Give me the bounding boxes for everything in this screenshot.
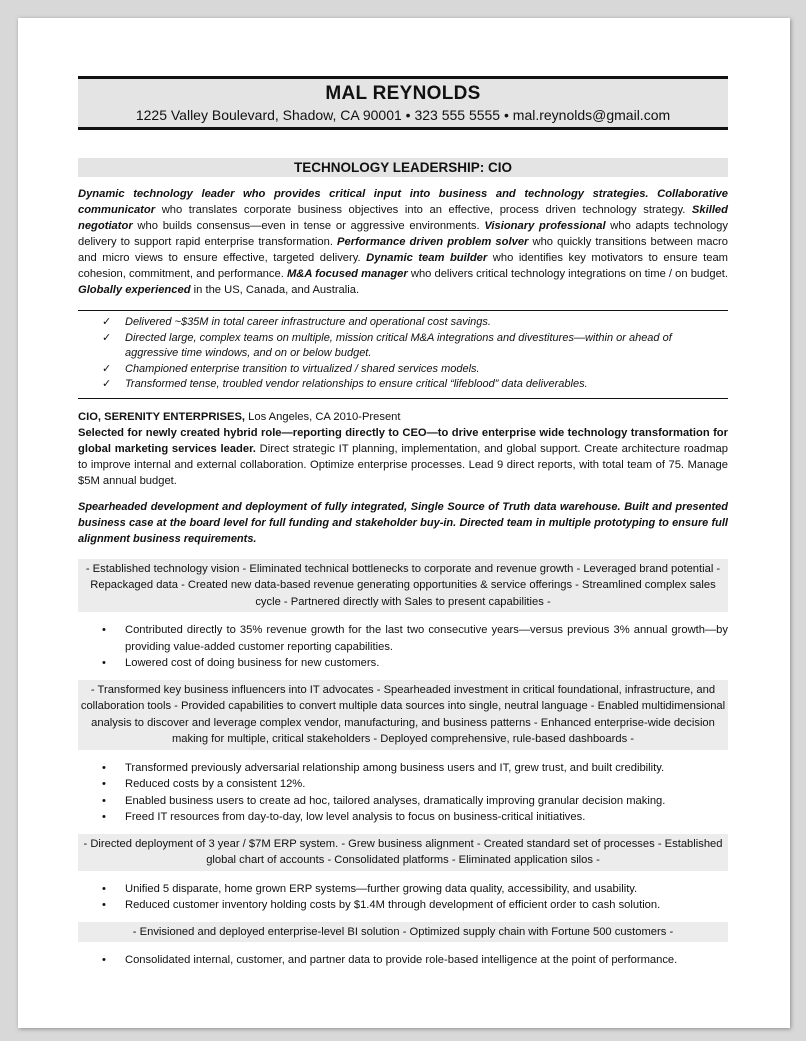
job-title: CIO, SERENITY ENTERPRISES, (78, 410, 246, 423)
summary-text: who quickly transitions between macro and micro views to ensure effective, targeted delivery. (78, 236, 728, 264)
bullet-item (78, 809, 728, 826)
bullet-text: Reduced costs by a consistent 12%. (125, 778, 306, 791)
bullet-text: Contributed directly to 35% revenue growth for the last two consecutive years—versus previous 3% annual growth—by providing value-added customer reporting capabilities. (125, 624, 728, 653)
achievement-item (78, 315, 728, 331)
bullet-icon (102, 655, 106, 672)
bullet-item (78, 881, 728, 898)
bullet-text: Transformed previously adversarial relationship among business users and IT, grew trust, and built credibility. (125, 761, 665, 774)
job-highlight: Spearheaded development and deployment of fully integrated, Single Source of Truth data warehouse. Built and presented business case at the board level for full funding and stakeholder buy-in. Directed team in multiple prototyping to ensure full alignment business requirements. (78, 500, 728, 545)
bullet-icon (102, 952, 106, 969)
bullet-icon (102, 776, 106, 793)
section-title: TECHNOLOGY LEADERSHIP: CIO (78, 158, 728, 177)
group-summary: - Envisioned and deployed enterprise-level BI solution - Optimized supply chain with Fortune 500 customers - (78, 922, 728, 943)
summary-strong: Globally experienced (78, 284, 191, 296)
bullet-list (78, 622, 728, 672)
bullet-text: Enabled business users to create ad hoc, tailored analyses, dramatically improving granular decision making. (125, 794, 666, 807)
checkmark-icon: ✓ (102, 316, 112, 328)
resume-page (18, 18, 790, 1028)
job-lead: Selected for newly created hybrid role—reporting directly to CEO—to drive enterprise wide technology transformation for global marketing services leader. (78, 426, 728, 455)
bullet-text: Freed IT resources from day-to-day, low level analysis to focus on business-critical initiatives. (125, 811, 586, 824)
checkmark-icon: ✓ (102, 378, 112, 391)
achievements-list (78, 310, 728, 399)
summary-strong: Visionary professional (484, 220, 606, 232)
summary-text: who adapts technology delivery to support rapid enterprise transformation. (78, 220, 728, 248)
bullet-list (78, 881, 728, 914)
bullet-icon (102, 622, 106, 639)
contact-line: 1225 Valley Boulevard, Shadow, CA 90001 • 323 555 5555 • mal.reynolds@gmail.com (135, 107, 671, 123)
bullet-icon (102, 809, 106, 826)
bullet-item (78, 760, 728, 777)
bullet-list (78, 760, 728, 826)
summary-strong: Collaborative communicator (78, 188, 728, 216)
job-description (78, 425, 728, 489)
bullet-icon (102, 881, 106, 898)
summary-strong: Performance driven problem solver (337, 236, 529, 248)
bullet-text: Lowered cost of doing business for new customers. (125, 657, 380, 670)
bullet-list (78, 952, 728, 969)
job-desc-text: Direct strategic IT planning, implementation, and global support. Create architecture roadmap to improve internal and external collaboration. Optimize enterprise processes. Lead 9 direct reports, with total team of 75. Manage $5M annual budget. (78, 442, 728, 487)
header-bottom-rule (78, 127, 728, 130)
bullet-text: Unified 5 disparate, home grown ERP systems—further growing data quality, accessibility, and usability. (125, 882, 638, 895)
bullet-text: Reduced customer inventory holding costs by $1.4M through development of efficient order to cash solution. (125, 899, 661, 912)
achievement-text: Championed enterprise transition to virtualized / shared services models. (125, 362, 480, 375)
summary-text: who delivers critical technology integrations on time / on budget. (407, 268, 729, 280)
group-summary: - Established technology vision - Eliminated technical bottlenecks to corporate and revenue growth - Leveraged brand potential - Repackaged data - Created new data-based revenue generating opportunities & service offerings - Streamlined complex sales cycle - Partnered directly with Sales to present capabilities - (78, 559, 728, 613)
job-heading (78, 409, 728, 425)
bullet-item (78, 793, 728, 810)
summary-text: in the US, Canada, and Australia. (190, 284, 360, 296)
bullet-item (78, 952, 728, 969)
summary-text: who translates corporate business objectives into an effective, process driven technology strategy. (155, 204, 692, 216)
bullet-text: Consolidated internal, customer, and partner data to provide role-based intelligence at the point of performance. (125, 954, 678, 967)
resume-content (78, 76, 728, 977)
bullet-item (78, 622, 728, 655)
group-summary: - Transformed key business influencers into IT advocates - Spearheaded investment in critical foundational, infrastructure, and collaboration tools - Provided capabilities to convert multiple data sources into single, neutral language - Enabled multidimensional analysis to discover and leverage complex vendor, manufacturing, and business patterns - Enhanced enterprise-wide decision making for multiple, critical stakeholders - Deployed comprehensive, rule-based dashboards - (78, 680, 728, 750)
checkmark-icon: ✓ (102, 362, 112, 375)
achievement-text: Delivered ~$35M in total career infrastructure and operational cost savings. (125, 316, 491, 328)
summary-text: who identifies key motivators to ensure team cohesion, commitment, and performance. (78, 252, 728, 280)
candidate-name: MAL REYNOLDS (325, 83, 481, 104)
summary-strong: Dynamic technology leader who provides critical input into business and technology strategies. (78, 188, 649, 200)
bullet-item (78, 655, 728, 672)
achievement-text: Transformed tense, troubled vendor relationships to ensure critical “lifeblood” data deliverables. (125, 378, 588, 391)
summary-strong: Skilled negotiator (78, 204, 728, 232)
checkmark-icon: ✓ (102, 331, 112, 344)
achievement-item (78, 377, 728, 393)
achievement-text: Directed large, complex teams on multiple, mission critical M&A integrations and divestitures—within or ahead of aggressive time windows, and on or below budget. (125, 331, 672, 360)
bullet-icon (102, 793, 106, 810)
group-summary: - Directed deployment of 3 year / $7M ERP system. - Grew business alignment - Created standard set of processes - Established global chart of accounts - Consolidated platforms - Eliminated application silos - (78, 834, 728, 871)
bullet-icon (102, 897, 106, 914)
achievement-item (78, 331, 728, 362)
job-location: Los Angeles, CA 2010-Present (245, 410, 401, 423)
summary-strong: Dynamic team builder (366, 252, 488, 264)
bullet-item (78, 897, 728, 914)
summary-strong: M&A focused manager (286, 268, 408, 280)
summary-text (649, 188, 658, 200)
summary-paragraph (78, 186, 728, 298)
header (78, 79, 728, 127)
summary-text: who builds consensus—even in tense or aggressive environments. (132, 220, 485, 232)
achievement-item (78, 362, 728, 378)
bullet-item (78, 776, 728, 793)
bullet-icon (102, 760, 106, 777)
